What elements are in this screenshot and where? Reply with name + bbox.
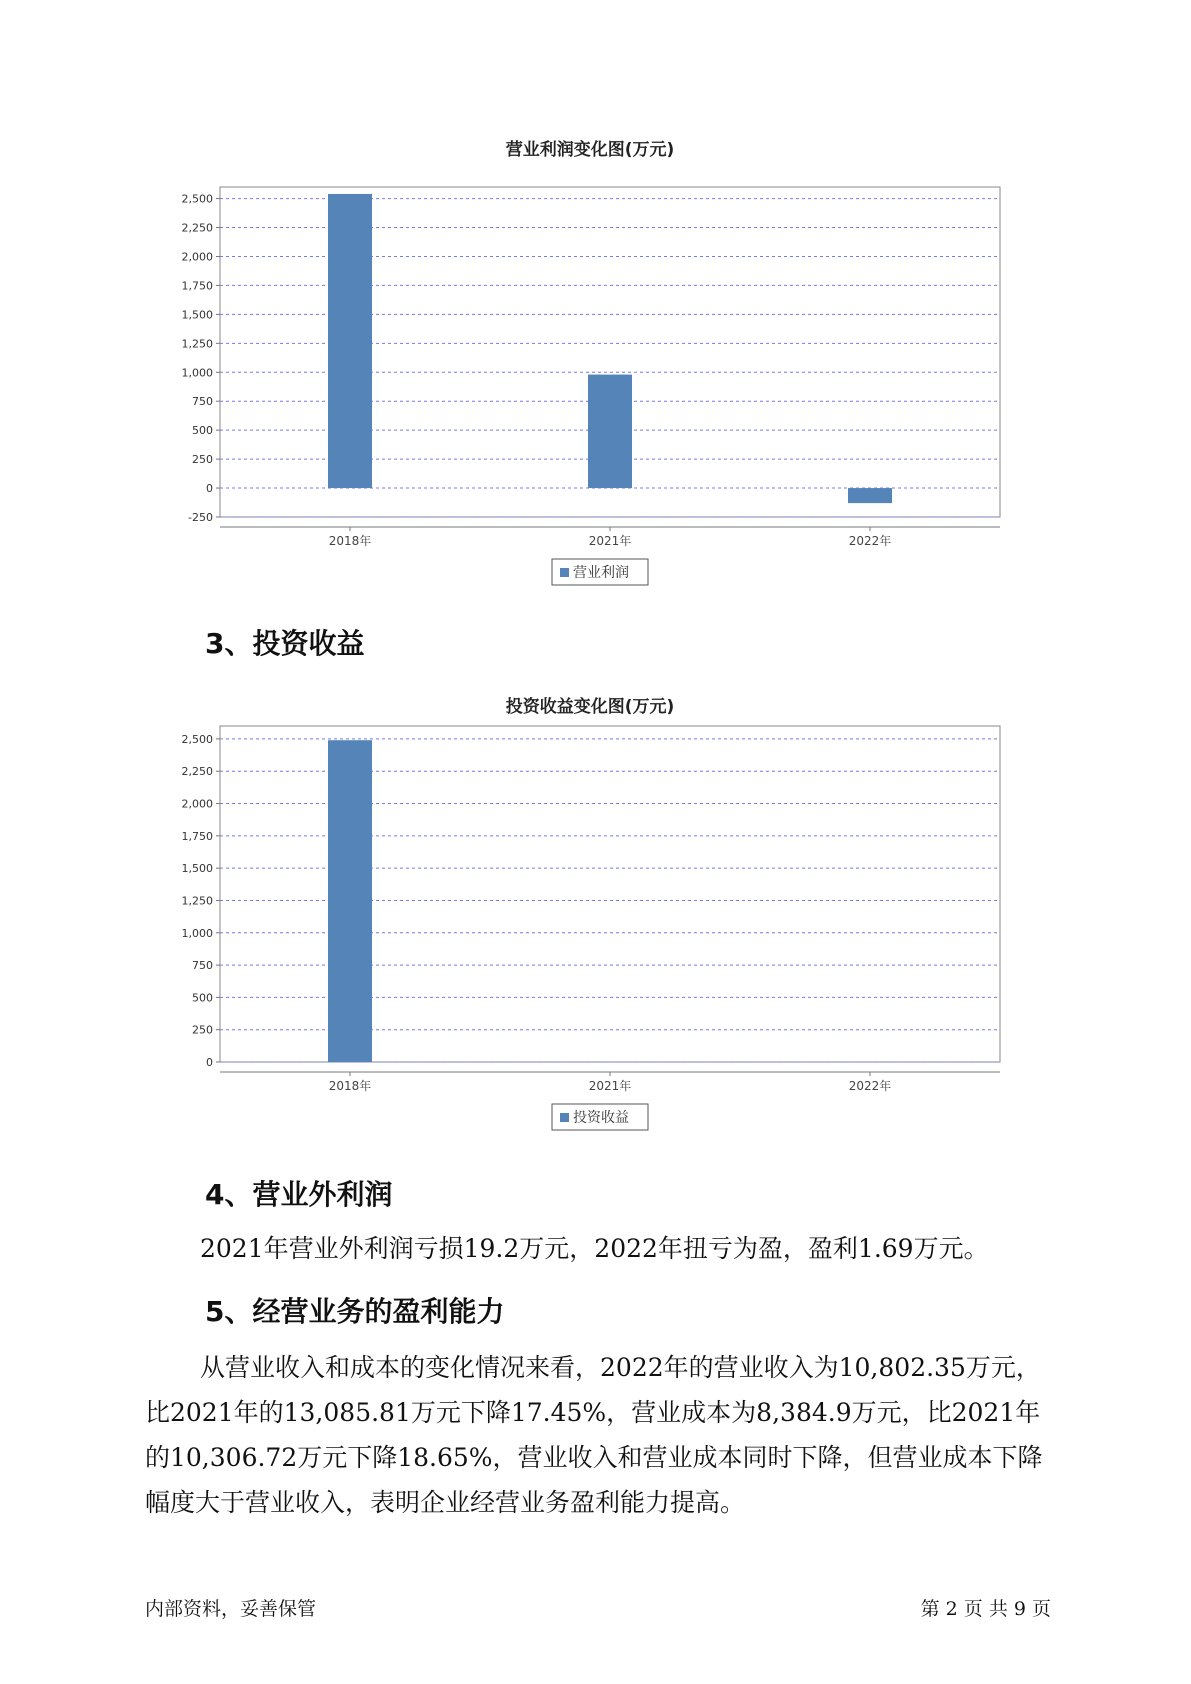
x-tick-label: 2021年 — [588, 534, 632, 548]
legend-label: 投资收益 — [573, 1110, 629, 1126]
legend-swatch — [560, 1113, 569, 1122]
x-tick-label: 2018年 — [328, 534, 372, 548]
y-tick-label: 2,500 — [181, 732, 213, 746]
bar-2018年 — [328, 194, 372, 488]
y-tick-label: 2,000 — [181, 797, 213, 811]
x-tick-label: 2022年 — [848, 534, 892, 548]
x-tick-label: 2018年 — [328, 1079, 372, 1093]
y-tick-label: 1,750 — [181, 829, 213, 843]
paragraph-text: 从营业收入和成本的变化情况来看，2022年的营业收入为10,802.35万元，比2021年的13,085.81万元下降17.45%，营业成本为8,384.9万元，比2021年的10,306.72万元下降18.65%，营业收入和营业成本同时下降，但营业成本下降幅度大于营业收入，表明企业经营业务盈利能力提高。 — [145, 1353, 1043, 1517]
y-tick-label: 250 — [192, 453, 213, 467]
y-tick-label: 500 — [192, 424, 213, 438]
y-tick-label: 1,500 — [181, 862, 213, 876]
y-tick-label: 2,250 — [181, 765, 213, 779]
section-heading-profitability: 5、经营业务的盈利能力 — [205, 1295, 505, 1328]
y-tick-label: 2,000 — [181, 250, 213, 264]
y-tick-label: 1,000 — [181, 366, 213, 380]
y-tick-label: 1,250 — [181, 894, 213, 908]
y-tick-label: 2,500 — [181, 192, 213, 206]
operating-profit-chart — [160, 125, 1020, 581]
y-tick-label: 1,750 — [181, 279, 213, 293]
footer-confidential-note: 内部资料，妥善保管 — [145, 1598, 317, 1620]
y-tick-label: 750 — [192, 395, 213, 409]
legend-label: 营业利润 — [573, 565, 629, 581]
y-tick-label: 1,250 — [181, 337, 213, 351]
y-tick-label: -250 — [188, 511, 213, 524]
profitability-paragraph — [145, 1345, 1055, 1525]
y-tick-label: 250 — [192, 1023, 213, 1037]
non-operating-profit-paragraph — [145, 1226, 1055, 1271]
section-heading-non-operating-profit: 4、营业外利润 — [205, 1178, 393, 1211]
y-tick-label: 1,500 — [181, 308, 213, 322]
investment-income-chart-svg — [160, 682, 1020, 1132]
y-tick-label: 1,000 — [181, 926, 213, 940]
operating-profit-chart-svg — [160, 125, 1020, 581]
y-tick-label: 0 — [206, 482, 213, 496]
footer-page-number: 第 2 页 共 9 页 — [920, 1598, 1051, 1620]
y-tick-label: 500 — [192, 991, 213, 1005]
x-tick-label: 2022年 — [848, 1079, 892, 1093]
y-tick-label: 750 — [192, 959, 213, 973]
y-tick-label: 0 — [206, 1056, 213, 1069]
paragraph-text: 2021年营业外利润亏损19.2万元，2022年扭亏为盈，盈利1.69万元。 — [200, 1234, 989, 1263]
y-tick-label: 2,250 — [181, 221, 213, 235]
bar-2018年 — [328, 740, 372, 1062]
legend-swatch — [560, 568, 569, 577]
x-tick-label: 2021年 — [588, 1079, 632, 1093]
chart-title: 营业利润变化图(万元) — [505, 140, 675, 160]
section-heading-investment-income: 3、投资收益 — [205, 627, 365, 660]
bar-2022年 — [848, 488, 892, 503]
bar-2021年 — [588, 375, 632, 488]
investment-income-chart — [160, 682, 1020, 1132]
chart-title: 投资收益变化图(万元) — [505, 697, 675, 717]
